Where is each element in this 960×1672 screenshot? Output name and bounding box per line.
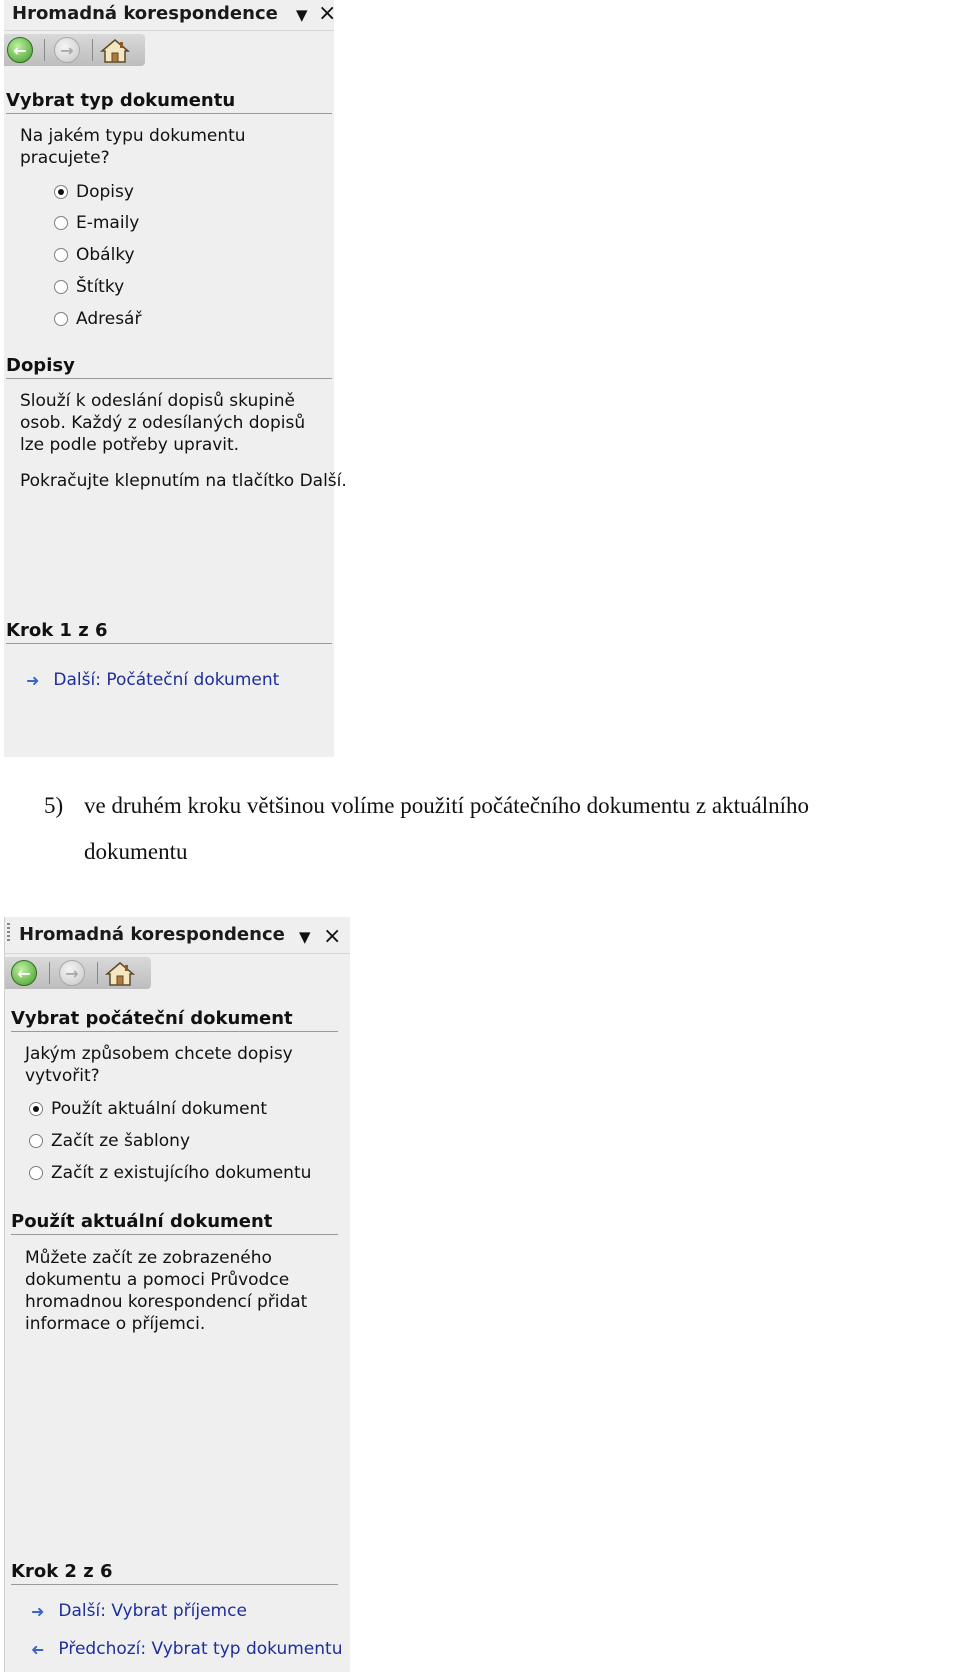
description-text: Můžete začít ze zobrazeného dokumentu a pomoci Průvodce hromadnou korespondencí přidat informace o příjemci. (25, 1248, 308, 1334)
home-icon[interactable] (100, 38, 130, 64)
next-step-link[interactable] (26, 670, 279, 690)
toolbar-separator (44, 39, 45, 61)
toolbar-separator (49, 962, 50, 984)
blue-arrow-left-icon: ➜ (31, 1639, 45, 1659)
radio-option-stitky[interactable] (54, 277, 124, 297)
radio-option-template[interactable] (29, 1131, 190, 1151)
radio-button[interactable] (54, 185, 68, 199)
radio-label: Adresář (76, 309, 142, 329)
drag-grip[interactable] (7, 923, 10, 943)
home-icon[interactable] (105, 961, 135, 987)
description-text: Slouží k odeslání dopisů skupině osob. Každý z odesílaných dopisů lze podle potřeby upravit. (20, 391, 306, 455)
section-heading-document-type: Vybrat typ dokumentu (6, 90, 332, 114)
task-pane-titlebar (4, 0, 337, 31)
next-step-link[interactable] (31, 1601, 247, 1621)
radio-option-dopisy[interactable] (54, 182, 134, 202)
back-arrow-icon[interactable]: ← (11, 960, 37, 986)
task-pane-titlebar (5, 917, 350, 954)
blue-arrow-icon: ➜ (31, 1601, 45, 1621)
section-heading-dopisy: Dopisy (6, 355, 332, 379)
next-step-label[interactable]: Další: Počáteční dokument (53, 670, 280, 690)
previous-step-label[interactable]: Předchozí: Vybrat typ dokumentu (58, 1639, 343, 1659)
section-heading-start-document: Vybrat počáteční dokument (11, 1008, 338, 1032)
back-arrow-icon[interactable]: ← (7, 37, 33, 63)
radio-button[interactable] (54, 280, 68, 294)
dropdown-arrow-icon[interactable]: ▼ (296, 6, 308, 24)
forward-arrow-icon: → (54, 37, 80, 63)
radio-button[interactable] (29, 1166, 43, 1180)
radio-label: Štítky (76, 277, 125, 297)
section-heading-current-document: Použít aktuální dokument (11, 1211, 338, 1235)
question-text: Na jakém typu dokumentu pracujete? (20, 126, 246, 168)
nav-toolbar (5, 957, 151, 989)
step-indicator: Krok 1 z 6 (6, 620, 332, 644)
toolbar-separator (97, 962, 98, 984)
radio-option-adresar[interactable] (54, 309, 141, 329)
dropdown-arrow-icon[interactable]: ▼ (299, 928, 311, 946)
step-indicator: Krok 2 z 6 (11, 1561, 338, 1585)
previous-step-link[interactable] (31, 1639, 342, 1659)
radio-button[interactable] (29, 1102, 43, 1116)
radio-button[interactable] (54, 248, 68, 262)
continue-hint: Pokračujte klepnutím na tlačítko Další. (20, 471, 347, 491)
radio-option-existing-document[interactable] (29, 1163, 311, 1183)
forward-arrow-icon: → (59, 960, 85, 986)
caption-line1: ve druhém kroku většinou volíme použití počátečního dokumentu z aktuálního (84, 793, 809, 818)
instruction-caption (44, 783, 944, 875)
radio-option-emaily[interactable] (54, 213, 139, 233)
radio-label: Začít z existujícího dokumentu (51, 1163, 312, 1183)
step-number: 5) (44, 793, 64, 818)
question-text: Jakým způsobem chcete dopisy vytvořit? (25, 1044, 293, 1086)
nav-toolbar (4, 34, 145, 66)
radio-label: Dopisy (76, 182, 134, 202)
toolbar-separator (92, 39, 93, 61)
radio-option-current-document[interactable] (29, 1099, 267, 1119)
radio-label: E-maily (76, 213, 140, 233)
radio-button[interactable] (29, 1134, 43, 1148)
radio-button[interactable] (54, 216, 68, 230)
radio-button[interactable] (54, 312, 68, 326)
task-pane-title: Hromadná korespondence (19, 924, 285, 945)
task-pane-title: Hromadná korespondence (12, 3, 278, 24)
radio-label: Obálky (76, 245, 135, 265)
blue-arrow-icon: ➜ (26, 670, 40, 690)
close-icon[interactable]: × (323, 924, 342, 949)
next-step-label[interactable]: Další: Vybrat příjemce (58, 1601, 247, 1621)
task-pane-step2 (4, 917, 350, 1672)
radio-label: Použít aktuální dokument (51, 1099, 268, 1119)
radio-label: Začít ze šablony (51, 1131, 191, 1151)
radio-option-obalky[interactable] (54, 245, 135, 265)
caption-line2: dokumentu (84, 839, 188, 864)
close-icon[interactable]: × (318, 1, 337, 26)
task-pane-step1 (4, 0, 347, 757)
